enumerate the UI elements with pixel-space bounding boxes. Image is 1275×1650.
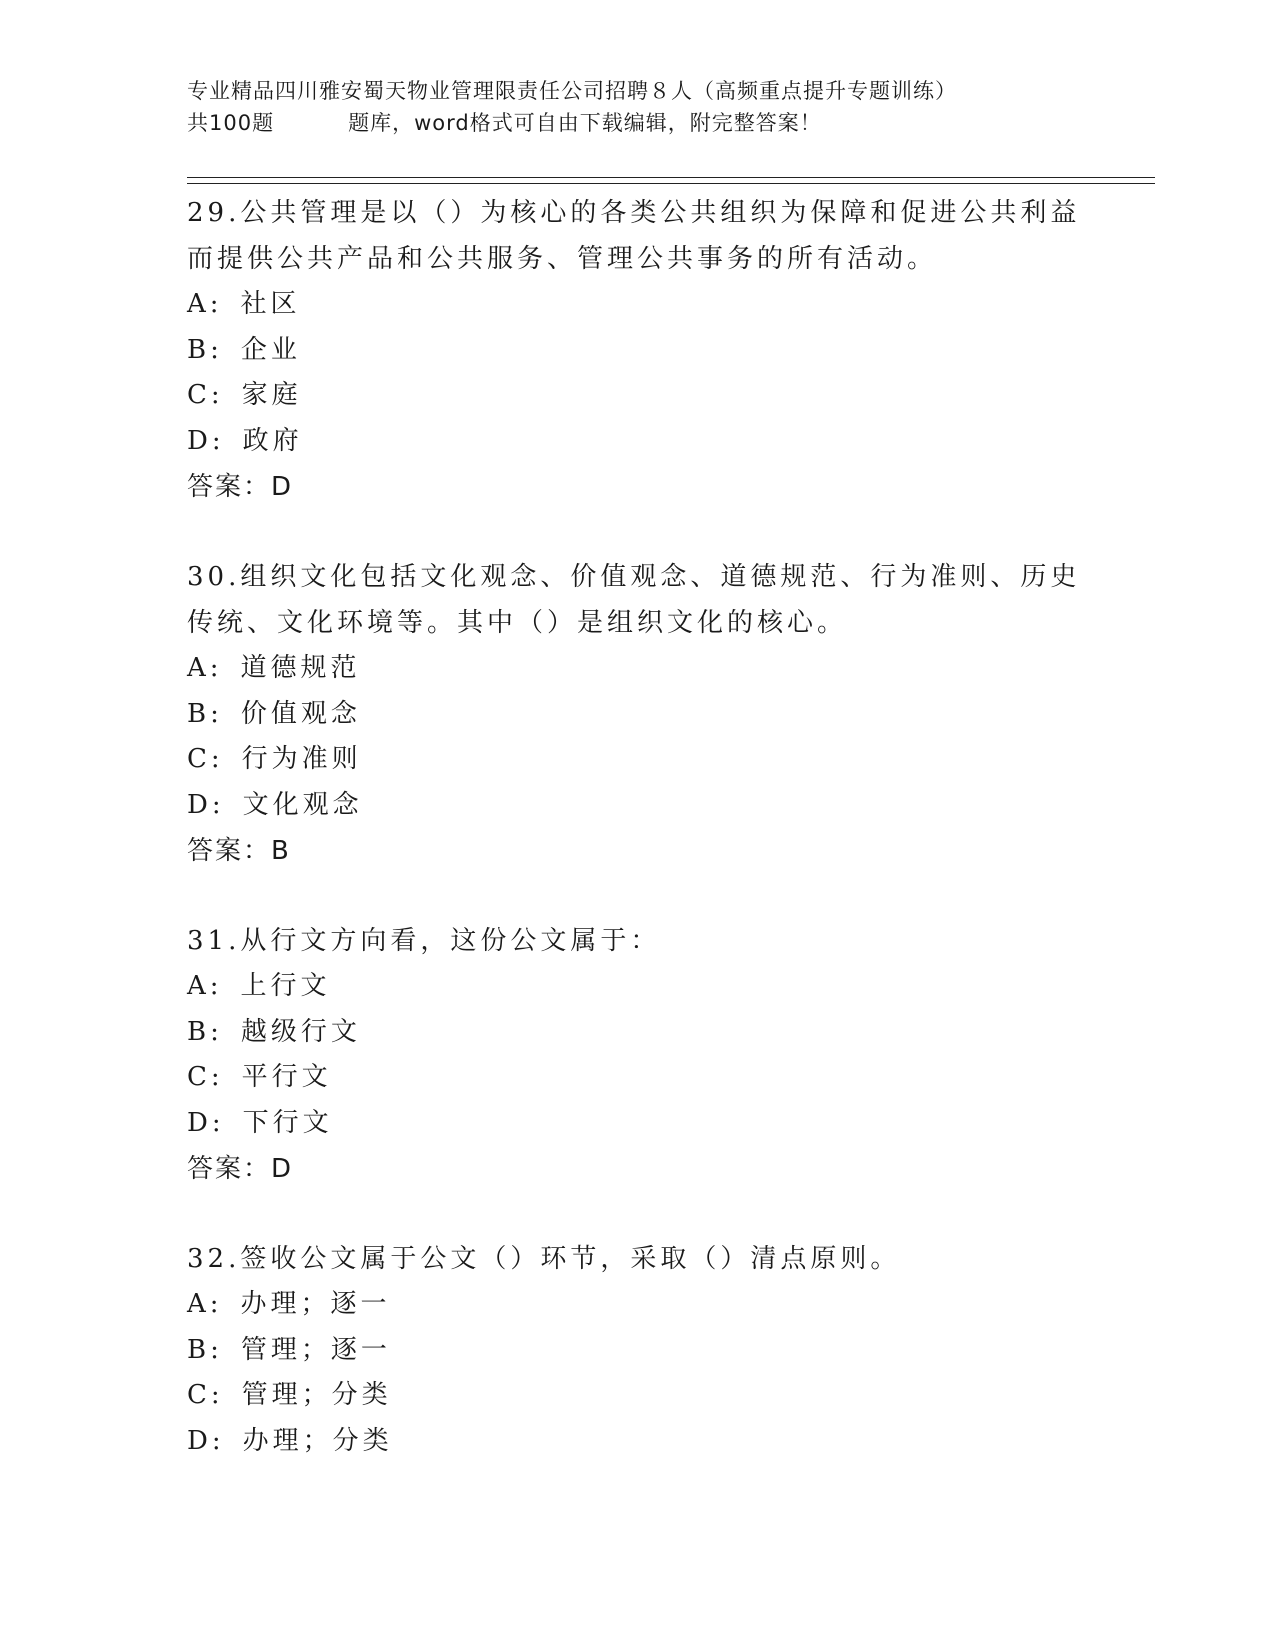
question-stem: 32.签收公文属于公文（）环节，采取（）清点原则。 <box>187 1244 901 1274</box>
option-d: D: 下行文 <box>187 1107 333 1138</box>
option-c: C: 平行文 <box>187 1062 332 1092</box>
option-b: B: 企业 <box>187 334 301 365</box>
option-c: C: 管理；分类 <box>187 1380 392 1410</box>
option-b: B: 价值观念 <box>187 698 361 729</box>
question-stem: 30.组织文化包括文化观念、价值观念、道德规范、行为准则、历史传统、文化环境等。其中（）是组织文化的核心。 <box>187 562 1081 638</box>
header-question-count: 共100题 <box>187 111 275 135</box>
answer-line: 答案：D <box>187 1154 294 1184</box>
option-a: A: 上行文 <box>187 971 331 1001</box>
answer-line: 答案：D <box>187 472 294 502</box>
option-a: A: 道德规范 <box>187 653 361 683</box>
question-31 <box>187 918 1087 1192</box>
option-c: C: 家庭 <box>187 380 302 410</box>
question-stem: 31.从行文方向看，这份公文属于： <box>187 926 661 956</box>
answer-line: 答案：B <box>187 836 291 866</box>
option-a: A: 办理；逐一 <box>187 1289 391 1319</box>
option-d: D: 办理；分类 <box>187 1425 393 1456</box>
header-title: 专业精品四川雅安蜀天物业管理限责任公司招聘８人（高频重点提升专题训练） <box>187 79 957 103</box>
option-c: C: 行为准则 <box>187 744 362 774</box>
question-30 <box>187 554 1087 874</box>
question-stem: 29.公共管理是以（）为核心的各类公共组织为保障和促进公共利益而提供公共产品和公共服务、管理公共事务的所有活动。 <box>187 198 1081 274</box>
question-32 <box>187 1236 1087 1464</box>
option-d: D: 政府 <box>187 425 303 456</box>
header-divider-second <box>187 183 1155 184</box>
option-a: A: 社区 <box>187 289 301 319</box>
option-b: B: 管理；逐一 <box>187 1334 391 1365</box>
document-header <box>187 75 1157 139</box>
question-29 <box>187 190 1087 510</box>
option-b: B: 越级行文 <box>187 1016 361 1047</box>
header-divider <box>187 177 1155 178</box>
option-d: D: 文化观念 <box>187 789 363 820</box>
header-subtitle: 题库，word格式可自由下载编辑，附完整答案！ <box>348 111 822 135</box>
question-list <box>187 190 1087 1508</box>
